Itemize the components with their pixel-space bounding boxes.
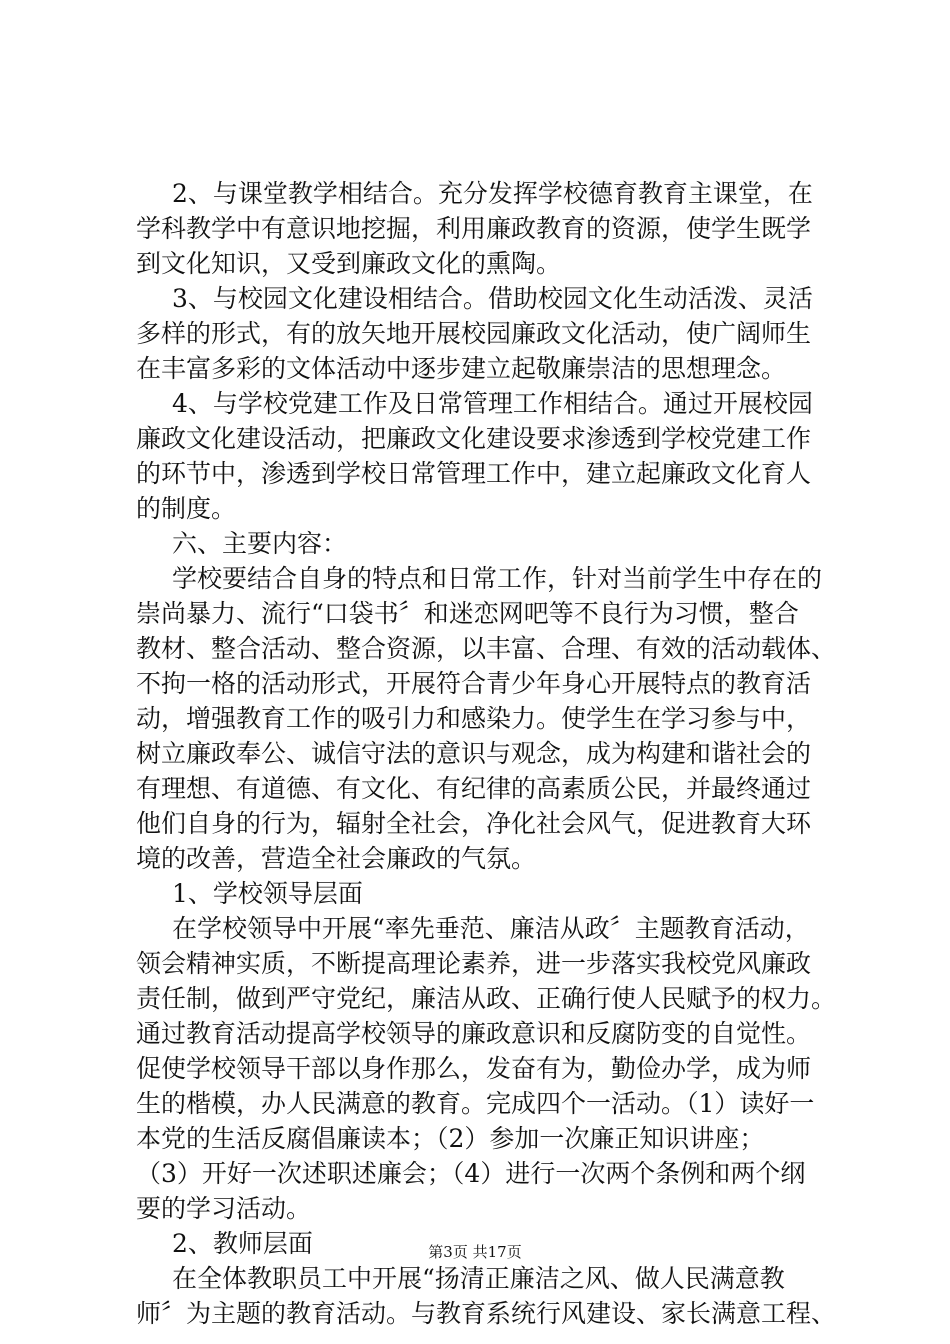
text-line: 的环节中，渗透到学校日常管理工作中，建立起廉政文化育人 — [136, 459, 812, 488]
section-heading: 六、主要内容： — [172, 529, 348, 558]
text-line: 在全体教职员工中开展“扬清正廉洁之风、做人民满意教 — [172, 1264, 785, 1293]
text-line: 树立廉政奉公、诚信守法的意识与观念，成为构建和谐社会的 — [136, 739, 812, 768]
text-line: 通过教育活动提高学校领导的廉政意识和反腐防变的自觉性。 — [136, 1019, 812, 1048]
text-line: （3）开好一次述职述廉会；（4）进行一次两个条例和两个纲 — [136, 1159, 806, 1188]
text-line: 生的楷模，办人民满意的教育。完成四个一活动。（1）读好一 — [136, 1089, 815, 1118]
text-line: 要的学习活动。 — [136, 1194, 312, 1223]
text-line: 动，增强教育工作的吸引力和感染力。使学生在学习参与中， — [136, 704, 812, 733]
text-line: 崇尚暴力、流行“口袋书〞和迷恋网吧等不良行为习惯，整合 — [136, 599, 799, 628]
text-line: 学校要结合自身的特点和日常工作，针对当前学生中存在的 — [172, 564, 823, 593]
text-line: 师〞为主题的教育活动。与教育系统行风建设、家长满意工程、 — [136, 1299, 836, 1328]
text-line: 在学校领导中开展“率先垂范、廉洁从政〞主题教育活动， — [172, 914, 810, 943]
text-line: 学科教学中有意识地挖掘，利用廉政教育的资源，使学生既学 — [136, 214, 812, 243]
text-line: 他们自身的行为，辐射全社会，净化社会风气，促进教育大环 — [136, 809, 812, 838]
text-line: 在丰富多彩的文体活动中逐步建立起敬廉崇洁的思想理念。 — [136, 354, 787, 383]
text-line: 领会精神实质，不断提高理论素养，进一步落实我校党风廉政 — [136, 949, 812, 978]
text-line: 有理想、有道德、有文化、有纪律的高素质公民，并最终通过 — [136, 774, 812, 803]
subsection-heading: 1、学校领导层面 — [172, 879, 363, 908]
document-body — [136, 176, 836, 1331]
text-line: 廉政文化建设活动，把廉政文化建设要求渗透到学校党建工作 — [136, 424, 812, 453]
page-footer — [0, 1242, 950, 1262]
text-line: 3、与校园文化建设相结合。借助校园文化生动活泼、灵活 — [172, 284, 813, 313]
text-line: 4、与学校党建工作及日常管理工作相结合。通过开展校园 — [172, 389, 813, 418]
text-line: 责任制，做到严守党纪，廉洁从政、正确行使人民赋予的权力。 — [136, 984, 836, 1013]
text-line: 的制度。 — [136, 494, 237, 523]
text-line: 不拘一格的活动形式，开展符合青少年身心开展特点的教育活 — [136, 669, 812, 698]
text-line: 促使学校领导干部以身作那么，发奋有为，勤俭办学，成为师 — [136, 1054, 812, 1083]
text-line: 2、与课堂教学相结合。充分发挥学校德育教育主课堂，在 — [172, 179, 813, 208]
text-line: 到文化知识，又受到廉政文化的熏陶。 — [136, 249, 562, 278]
text-line: 多样的形式，有的放矢地开展校园廉政文化活动，使广阔师生 — [136, 319, 812, 348]
text-line: 本党的生活反腐倡廉读本；（2）参加一次廉正知识讲座； — [136, 1124, 765, 1153]
text-line: 教材、整合活动、整合资源，以丰富、合理、有效的活动载体、 — [136, 634, 836, 663]
subsection-heading: 2、教师层面 — [172, 1229, 313, 1258]
page-number-label: 第3页 共17页 — [428, 1243, 522, 1261]
text-line: 境的改善，营造全社会廉政的气氛。 — [136, 844, 537, 873]
